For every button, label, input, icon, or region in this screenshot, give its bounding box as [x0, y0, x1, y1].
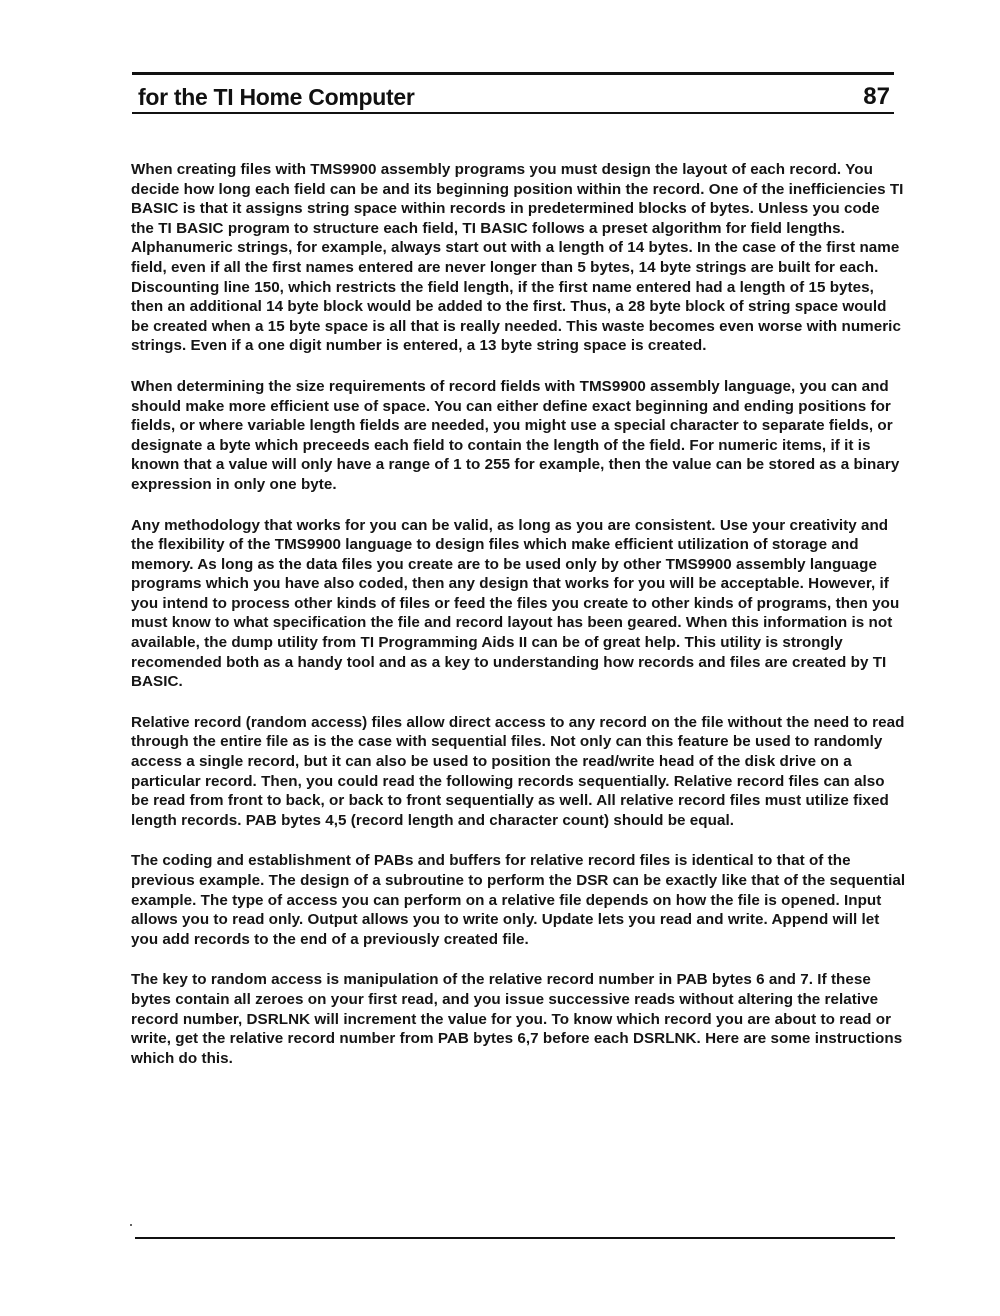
body-text [131, 160, 906, 1089]
paragraph-file-design: When creating files with TMS9900 assembly programs you must design the layout of each record. You decide how long each field can be and its beginning position within the record. One of the inefficiencies TI BASIC is that it assigns string space within records in predetermined blocks of bytes. Unless you code the TI BASIC program to structure each field, TI BASIC follows a preset algorithm for field lengths. Alphanumeric strings, for example, always start out with a length of 14 bytes. In the case of the first name field, even if all the first names entered are never longer than 5 bytes, 14 byte strings are built for each. Discounting line 150, which restricts the field length, if the first name entered had a length of 15 bytes, then an additional 14 byte block would be added to the first. Thus, a 28 byte block of string space would be created when a 15 byte space is all that is really needed. This waste becomes even worse with numeric strings. Even if a one digit number is entered, a 13 byte string space is created. [131, 161, 904, 355]
paragraph-field-size: When determining the size requirements of record fields with TMS9900 assembly language, you can and should make more efficient use of space. You can either define exact beginning and ending positions for fields, or where variable length fields are needed, you might use a special character to separate fields, or designate a byte which preceeds each field to contain the length of the field. For numeric items, if it is known that a value will only have a range of 1 to 255 for example, then the value can be stored as a binary expression in only one byte. [131, 377, 900, 493]
paragraph-pab-coding: The coding and establishment of PABs and buffers for relative record files is identical to that of the previous example. The design of a subroutine to perform the DSR can be exactly like that of the sequential example. The type of access you can perform on a relative file depends on how the file is opened. Input allows you to read only. Output allows you to write only. Update lets you read and write. Append will let you add records to the end of a previously created file. [131, 852, 906, 948]
print-speck [130, 1224, 132, 1226]
paragraph-methodology: Any methodology that works for you can be valid, as long as you are consistent. Use your creativity and the flexibility of the TMS9900 language to design files which make efficient utilization of storage and memory. As long as the data files you create are to be used only by other TMS9900 assembly language programs which you have also coded, then any design that works for you will be acceptable. However, if you intend to process other kinds of files or feed the files you create to other kinds of programs, then you must know to what specification the file and record layout has been geared. When this information is not available, the dump utility from TI Programming Aids II can be of great help. This utility is strongly recomended both as a handy tool and as a key to understanding how records and files are created by TI BASIC. [131, 516, 900, 691]
header-underline-rule [132, 112, 894, 114]
paragraph-relative-records: Relative record (random access) files allow direct access to any record on the file without the need to read through the entire file as is the case with sequential files. Not only can this feature be used to randomly access a single record, but it can also be used to position the read/write head of the disk drive on a particular record. Then, you could read the following records sequentially. Relative record files can also be read from front to back, or back to front sequentially as well. All relative record files must utilize fixed length records. PAB bytes 4,5 (record length and character count) should be equal. [131, 713, 905, 829]
header-top-rule [132, 72, 894, 75]
page-header [132, 72, 894, 114]
header-row [132, 81, 894, 111]
footer-rule [135, 1237, 895, 1239]
running-title: for the TI Home Computer [138, 84, 415, 110]
paragraph-random-access: The key to random access is manipulation of the relative record number in PAB bytes 6 and 7. If these bytes contain all zeroes on your first read, and you issue successive reads without altering the relative record number, DSRLNK will increment the value for you. To know which record you are about to read or write, get the relative record number from PAB bytes 6,7 before each DSRLNK. Here are some instructions which do this. [131, 971, 903, 1067]
page-number: 87 [863, 83, 890, 110]
